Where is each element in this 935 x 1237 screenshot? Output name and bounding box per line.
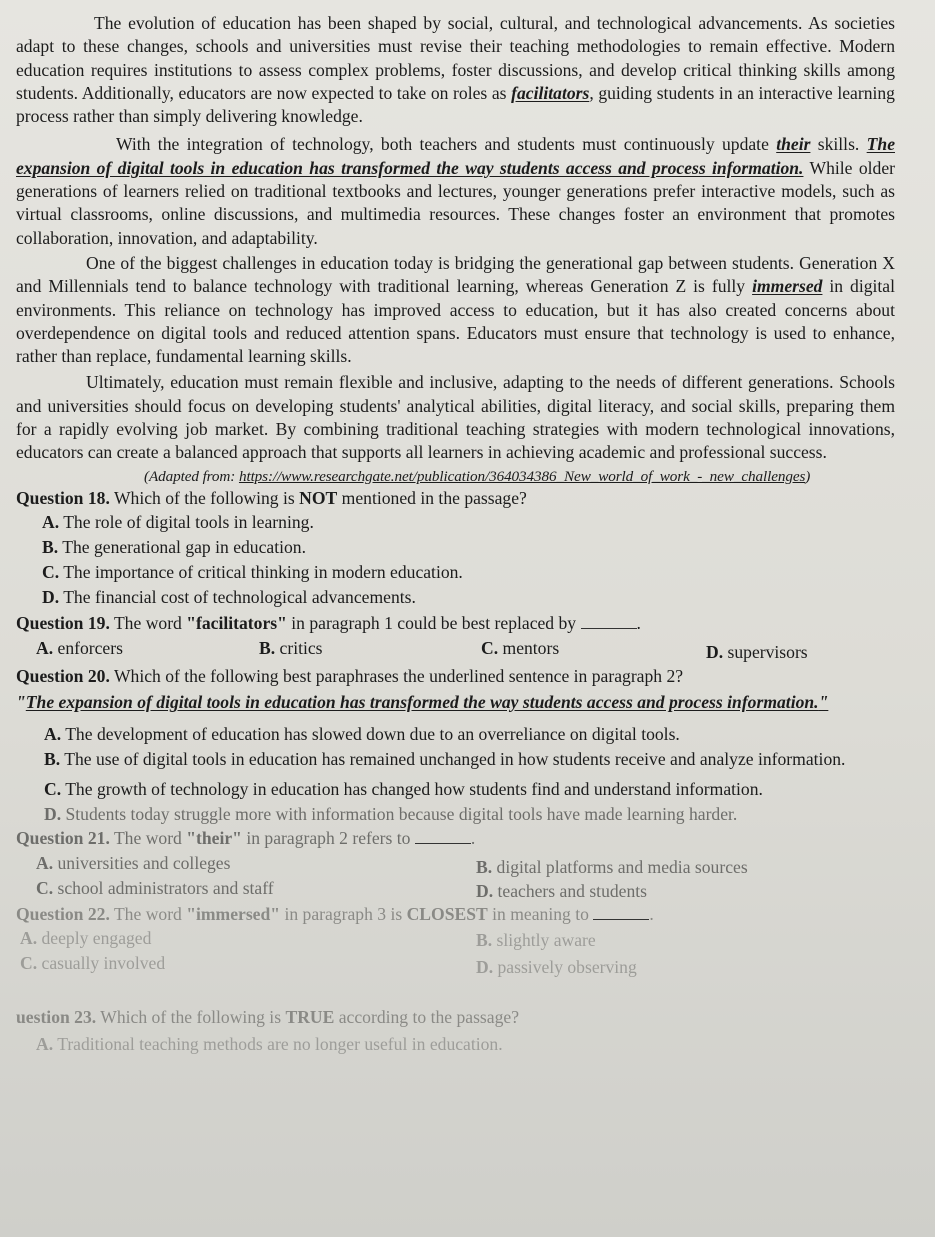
q18-option-d[interactable] bbox=[16, 585, 895, 610]
question-20 bbox=[16, 665, 895, 689]
q22-option-d[interactable] bbox=[476, 955, 637, 980]
q18-option-c[interactable] bbox=[16, 560, 895, 585]
q19-option-b[interactable] bbox=[259, 636, 323, 661]
option-letter: C. bbox=[44, 779, 62, 800]
option-text: critics bbox=[275, 637, 323, 658]
option-letter: B. bbox=[259, 637, 276, 658]
word-their: their bbox=[776, 134, 811, 155]
option-letter: B. bbox=[476, 856, 493, 877]
option-text: passively observing bbox=[493, 957, 637, 978]
option-text: mentors bbox=[498, 637, 560, 658]
question-22-word: "immersed" bbox=[186, 903, 281, 924]
option-text: The role of digital tools in learning. bbox=[59, 512, 314, 533]
option-letter: B. bbox=[44, 749, 61, 770]
option-text: casually involved bbox=[37, 953, 166, 974]
question-18-text-end: mentioned in the passage? bbox=[337, 487, 527, 508]
q19-option-a[interactable] bbox=[36, 636, 123, 661]
question-20-number: Question 20. bbox=[16, 665, 110, 686]
option-text: universities and colleges bbox=[53, 852, 231, 873]
underlined-sentence: The expansion of digital tools in education has transformed the way students access and process information. bbox=[16, 134, 895, 178]
source-prefix: (Adapted from: bbox=[144, 467, 239, 485]
option-text: enforcers bbox=[53, 637, 123, 658]
question-18-number: Question 18. bbox=[16, 487, 110, 508]
option-letter: C. bbox=[36, 877, 54, 898]
q22-option-c[interactable] bbox=[20, 951, 165, 976]
paragraph-2-start: With the integration of technology, both teachers and students must continuously update bbox=[116, 134, 777, 155]
question-19-end: . bbox=[636, 613, 641, 634]
answer-blank[interactable] bbox=[593, 907, 649, 920]
option-text: The development of education has slowed down due to an overreliance on digital tools. bbox=[61, 724, 680, 745]
quote-open: " bbox=[16, 692, 26, 713]
q21-options-row-1 bbox=[16, 851, 895, 876]
option-letter: C. bbox=[481, 637, 499, 658]
passage-paragraph-3 bbox=[16, 252, 895, 368]
option-letter: A. bbox=[44, 724, 62, 745]
paragraph-2-mid: skills. bbox=[810, 134, 867, 155]
answer-blank[interactable] bbox=[581, 616, 637, 629]
question-22-closest: CLOSEST bbox=[406, 903, 488, 924]
option-text: supervisors bbox=[723, 641, 808, 662]
option-text: The financial cost of technological advancements. bbox=[59, 587, 416, 608]
paragraph-4-text: Ultimately, education must remain flexible and inclusive, adapting to the needs of different generations. Schools and universities should focus on developing students' analytical abilities, digital literacy, and social skills, preparing them for a rapidly evolving job market. By combining traditional teaching strategies with modern technological innovations, educators can create a balanced approach that supports all learners in achieving academic and professional success. bbox=[16, 372, 895, 463]
question-23-text-b: according to the passage? bbox=[334, 1007, 520, 1028]
question-19-number: Question 19. bbox=[16, 613, 110, 634]
option-text: Traditional teaching methods are no longer useful in education. bbox=[53, 1033, 503, 1054]
option-letter: A. bbox=[36, 1033, 54, 1054]
q23-option-a[interactable] bbox=[16, 1032, 895, 1057]
option-letter: A. bbox=[20, 928, 38, 949]
answer-blank[interactable] bbox=[415, 831, 471, 844]
option-letter: C. bbox=[20, 953, 38, 974]
source-link[interactable]: https://www.researchgate.net/publication/364034386_New_world_of_work_-_new_challenges bbox=[238, 467, 806, 485]
option-text: teachers and students bbox=[493, 880, 648, 901]
question-19-word: "facilitators" bbox=[186, 613, 287, 634]
passage-paragraph-2 bbox=[16, 133, 895, 249]
q22-options-row-2 bbox=[16, 951, 895, 976]
q21-options-row-2 bbox=[16, 876, 895, 901]
passage-paragraph-1 bbox=[16, 12, 895, 128]
question-18-not: NOT bbox=[299, 487, 338, 508]
question-21-end: . bbox=[470, 828, 476, 849]
option-text: Students today struggle more with information because digital tools have made learning harder. bbox=[61, 804, 738, 825]
option-text: The importance of critical thinking in modern education. bbox=[59, 562, 463, 583]
option-letter: A. bbox=[36, 637, 54, 658]
question-19-text-b: in paragraph 1 could be best replaced by bbox=[286, 613, 581, 634]
q21-option-d[interactable] bbox=[476, 879, 647, 904]
question-19-text: The word bbox=[109, 613, 187, 634]
q20-quoted-sentence bbox=[16, 690, 895, 714]
option-letter: B. bbox=[42, 537, 59, 558]
question-23-number: uestion 23. bbox=[16, 1007, 97, 1028]
q18-option-b[interactable] bbox=[16, 535, 895, 560]
q22-option-a[interactable] bbox=[20, 926, 151, 951]
q18-option-a[interactable] bbox=[16, 510, 895, 535]
option-text: The generational gap in education. bbox=[58, 537, 306, 558]
question-22-end: . bbox=[649, 903, 654, 924]
q21-option-a[interactable] bbox=[36, 851, 230, 876]
q19-option-c[interactable] bbox=[481, 636, 559, 661]
question-22-text: The word bbox=[109, 903, 187, 924]
question-19 bbox=[16, 612, 895, 636]
q22-options-row-1 bbox=[16, 926, 895, 951]
question-22-number: Question 22. bbox=[16, 903, 110, 924]
option-text: digital platforms and media sources bbox=[492, 856, 748, 877]
question-21-number: Question 21. bbox=[16, 828, 110, 849]
paragraph-1-text: The evolution of education has been shaped by social, cultural, and technological advancements. As societies adapt to these changes, schools and universities must revise their teaching methodologies to remain effective. Modern education requires institutions to assess complex problems, foster discussions, and develop critical thinking skills among students. Additionally, educators are now expected to take on roles as bbox=[16, 13, 895, 103]
q19-option-d[interactable] bbox=[706, 640, 808, 665]
question-20-text: Which of the following best paraphrases the underlined sentence in paragraph 2? bbox=[109, 665, 684, 686]
question-23 bbox=[16, 1006, 895, 1030]
q20-option-b[interactable] bbox=[16, 749, 895, 770]
question-21 bbox=[16, 827, 895, 851]
question-21-text: The word bbox=[109, 828, 187, 849]
quote-close: " bbox=[818, 692, 829, 713]
q20-option-d[interactable] bbox=[16, 802, 895, 827]
source-suffix: ) bbox=[805, 467, 811, 485]
paragraph-1-end: , guiding students in an interactive learning process rather than simply delivering knowledge. bbox=[16, 82, 895, 127]
q22-option-b[interactable] bbox=[476, 928, 596, 953]
q19-options bbox=[16, 636, 895, 661]
option-letter: D. bbox=[476, 880, 494, 901]
option-text: slightly aware bbox=[492, 930, 596, 951]
option-text: The growth of technology in education has changed how students find and understand information. bbox=[61, 779, 763, 800]
option-letter: B. bbox=[476, 930, 493, 951]
question-18 bbox=[16, 487, 895, 511]
question-22 bbox=[16, 903, 895, 927]
passage-paragraph-4 bbox=[16, 371, 895, 464]
option-letter: C. bbox=[42, 562, 60, 583]
q21-option-c[interactable] bbox=[36, 876, 274, 901]
word-immersed: immersed bbox=[752, 276, 823, 297]
question-21-text-b: in paragraph 2 refers to bbox=[241, 828, 415, 849]
source-citation bbox=[16, 468, 895, 486]
option-text: school administrators and staff bbox=[53, 877, 274, 898]
question-22-text-b: in paragraph 3 is bbox=[280, 903, 407, 924]
question-21-word: "their" bbox=[186, 828, 242, 849]
question-23-text: Which of the following is bbox=[96, 1007, 286, 1028]
q20-option-a[interactable] bbox=[16, 722, 895, 747]
option-text: The use of digital tools in education has remained unchanged in how students receive and analyze information. bbox=[60, 749, 846, 770]
option-letter: D. bbox=[476, 957, 494, 978]
question-23-true: TRUE bbox=[285, 1007, 335, 1028]
option-letter: D. bbox=[706, 641, 724, 662]
paragraph-3-start: One of the biggest challenges in education today is bridging the generational gap between students. Generation X and Millennials tend to balance technology with traditional learning, whereas Generation Z is fully bbox=[16, 252, 895, 297]
quote-text: The expansion of digital tools in education has transformed the way students access and process information. bbox=[25, 692, 819, 713]
q20-option-c[interactable] bbox=[16, 777, 895, 802]
paragraph-2-end: While older generations of learners relied on traditional textbooks and lectures, younger generations prefer interactive models, such as virtual classrooms, online discussions, and multimedia resources. These changes foster an environment that promotes collaboration, innovation, and adaptability. bbox=[16, 157, 895, 248]
option-letter: A. bbox=[36, 852, 54, 873]
option-letter: A. bbox=[42, 512, 60, 533]
question-18-text: Which of the following is bbox=[109, 487, 300, 508]
option-letter: D. bbox=[44, 804, 62, 825]
question-22-text-c: in meaning to bbox=[487, 903, 594, 924]
option-letter: D. bbox=[42, 587, 60, 608]
paragraph-3-end: in digital environments. This reliance on technology has improved access to education, but it has also created concerns about overdependence on digital tools and reduced attention spans. Educators must ensure that technology is used to enhance, rather than replace, fundamental learning skills. bbox=[16, 276, 896, 367]
option-text: deeply engaged bbox=[37, 928, 152, 949]
word-facilitators: facilitators bbox=[511, 82, 590, 103]
